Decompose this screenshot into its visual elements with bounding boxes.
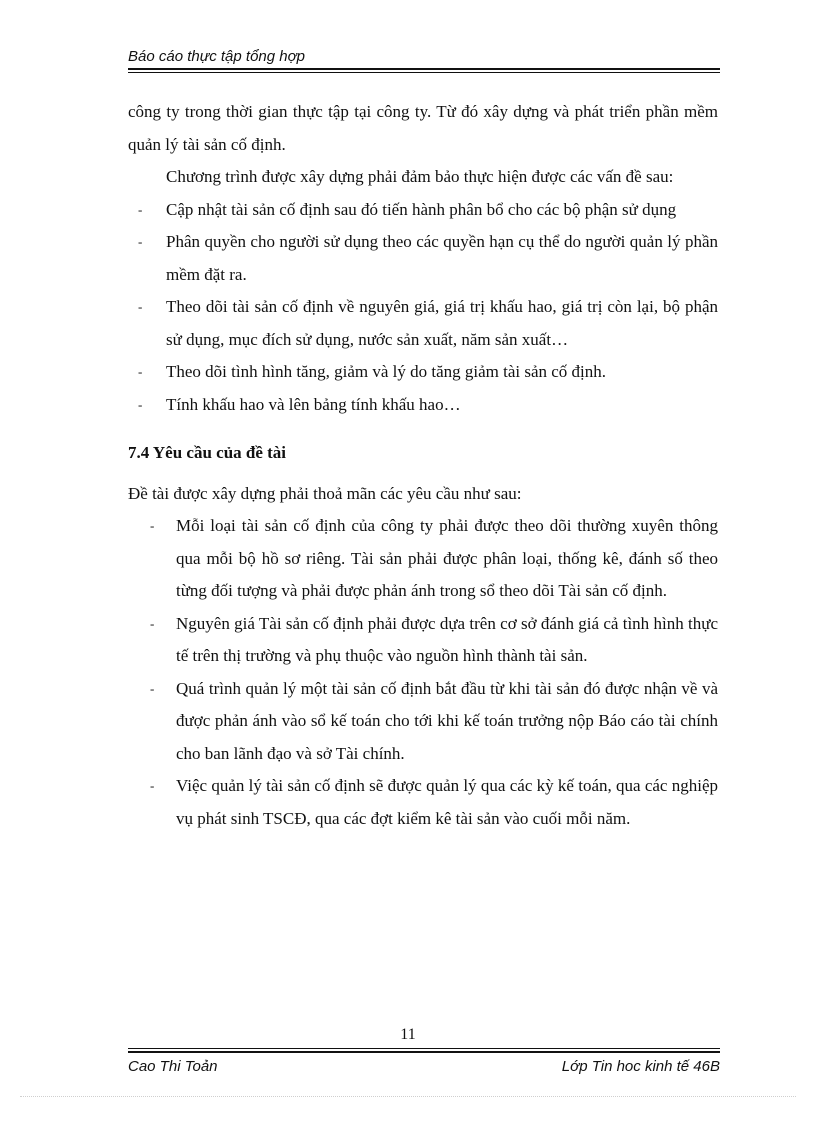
dash-bullet-icon: - (150, 680, 155, 696)
page-edge-divider (20, 1096, 796, 1097)
list-item-text: Việc quản lý tài sản cố định sẽ được quản lý qua các kỳ kế toán, qua các nghiệp vụ phát sinh TSCĐ, qua các đợt kiểm kê tài sản vào cuối mỗi năm. (176, 776, 718, 828)
dash-bullet-icon: - (138, 299, 143, 314)
list-item-text: Theo dõi tài sản cố định về nguyên giá, giá trị khấu hao, giá trị còn lại, bộ phận sử dụng, mục đích sử dụng, nước sản xuất, năm sản xuất… (166, 297, 718, 349)
list-item (128, 510, 718, 608)
header-rule-thick (128, 68, 720, 70)
page-body (128, 96, 718, 835)
page-number: 11 (400, 1026, 416, 1043)
section-intro-paragraph: Đề tài được xây dựng phải thoả mãn các yêu cầu như sau: (128, 483, 522, 503)
dash-bullet-icon: - (150, 615, 155, 631)
list-item-text: Mỗi loại tài sản cố định của công ty phải được theo dõi thường xuyên thông qua mỗi bộ hồ sơ riêng. Tài sản phải được phân loại, thống kê, đánh số theo từng đối tượng và phải được phản ánh trong sổ theo dõi Tài sản cố định. (176, 516, 718, 600)
section-heading: 7.4 Yêu cầu của đề tài (128, 443, 287, 462)
topic-requirements-list (128, 510, 718, 835)
program-intro-paragraph: Chương trình được xây dựng phải đảm bảo thực hiện được các vấn đề sau: (166, 167, 674, 186)
list-item (128, 770, 718, 835)
list-item (128, 291, 718, 356)
intro-paragraph: công ty trong thời gian thực tập tại công ty. Từ đó xây dựng và phát triển phần mềm quản lý tài sản cố định. (128, 102, 718, 154)
dash-bullet-icon: - (138, 234, 143, 249)
footer-author: Cao Thi Toản (128, 1058, 218, 1075)
footer-rule-thick (128, 1051, 720, 1053)
program-requirements-list (128, 194, 718, 422)
dash-bullet-icon: - (138, 396, 143, 412)
list-item (128, 389, 718, 422)
list-item-text: Tính khấu hao và lên bảng tính khấu hao… (166, 394, 461, 414)
list-item-text: Nguyên giá Tài sản cố định phải được dựa trên cơ sở đánh giá cả tình hình thực tế trên thị trường và phụ thuộc vào nguồn hình thành tài sản. (176, 613, 718, 665)
footer-rule-thin (128, 1048, 720, 1049)
list-item (128, 356, 718, 389)
dash-bullet-icon: - (138, 201, 143, 217)
page-header-title: Báo cáo thực tập tổng hợp (128, 48, 306, 65)
list-item (128, 226, 718, 291)
header-rule-thin (128, 72, 720, 73)
list-item (128, 673, 718, 771)
footer-class: Lớp Tin hoc kinh tế 46B (561, 1058, 720, 1075)
dash-bullet-icon: - (138, 364, 143, 379)
list-item-text: Quá trình quản lý một tài sản cố định bắt đầu từ khi tài sản đó được nhận về và được phản ánh vào sổ kế toán cho tới khi kế toán trưởng nộp Báo cáo tài chính cho ban lãnh đạo và sở Tài chính. (176, 678, 718, 763)
list-item (128, 194, 718, 227)
dash-bullet-icon: - (150, 778, 155, 793)
dash-bullet-icon: - (150, 518, 155, 533)
list-item-text: Phân quyền cho người sử dụng theo các quyền hạn cụ thể do người quản lý phần mềm đặt ra. (166, 232, 718, 284)
list-item (128, 608, 718, 673)
list-item-text: Cập nhật tài sản cố định sau đó tiến hành phân bổ cho các bộ phận sử dụng (166, 199, 677, 219)
list-item-text: Theo dõi tình hình tăng, giảm và lý do tăng giảm tài sản cố định. (166, 362, 607, 381)
